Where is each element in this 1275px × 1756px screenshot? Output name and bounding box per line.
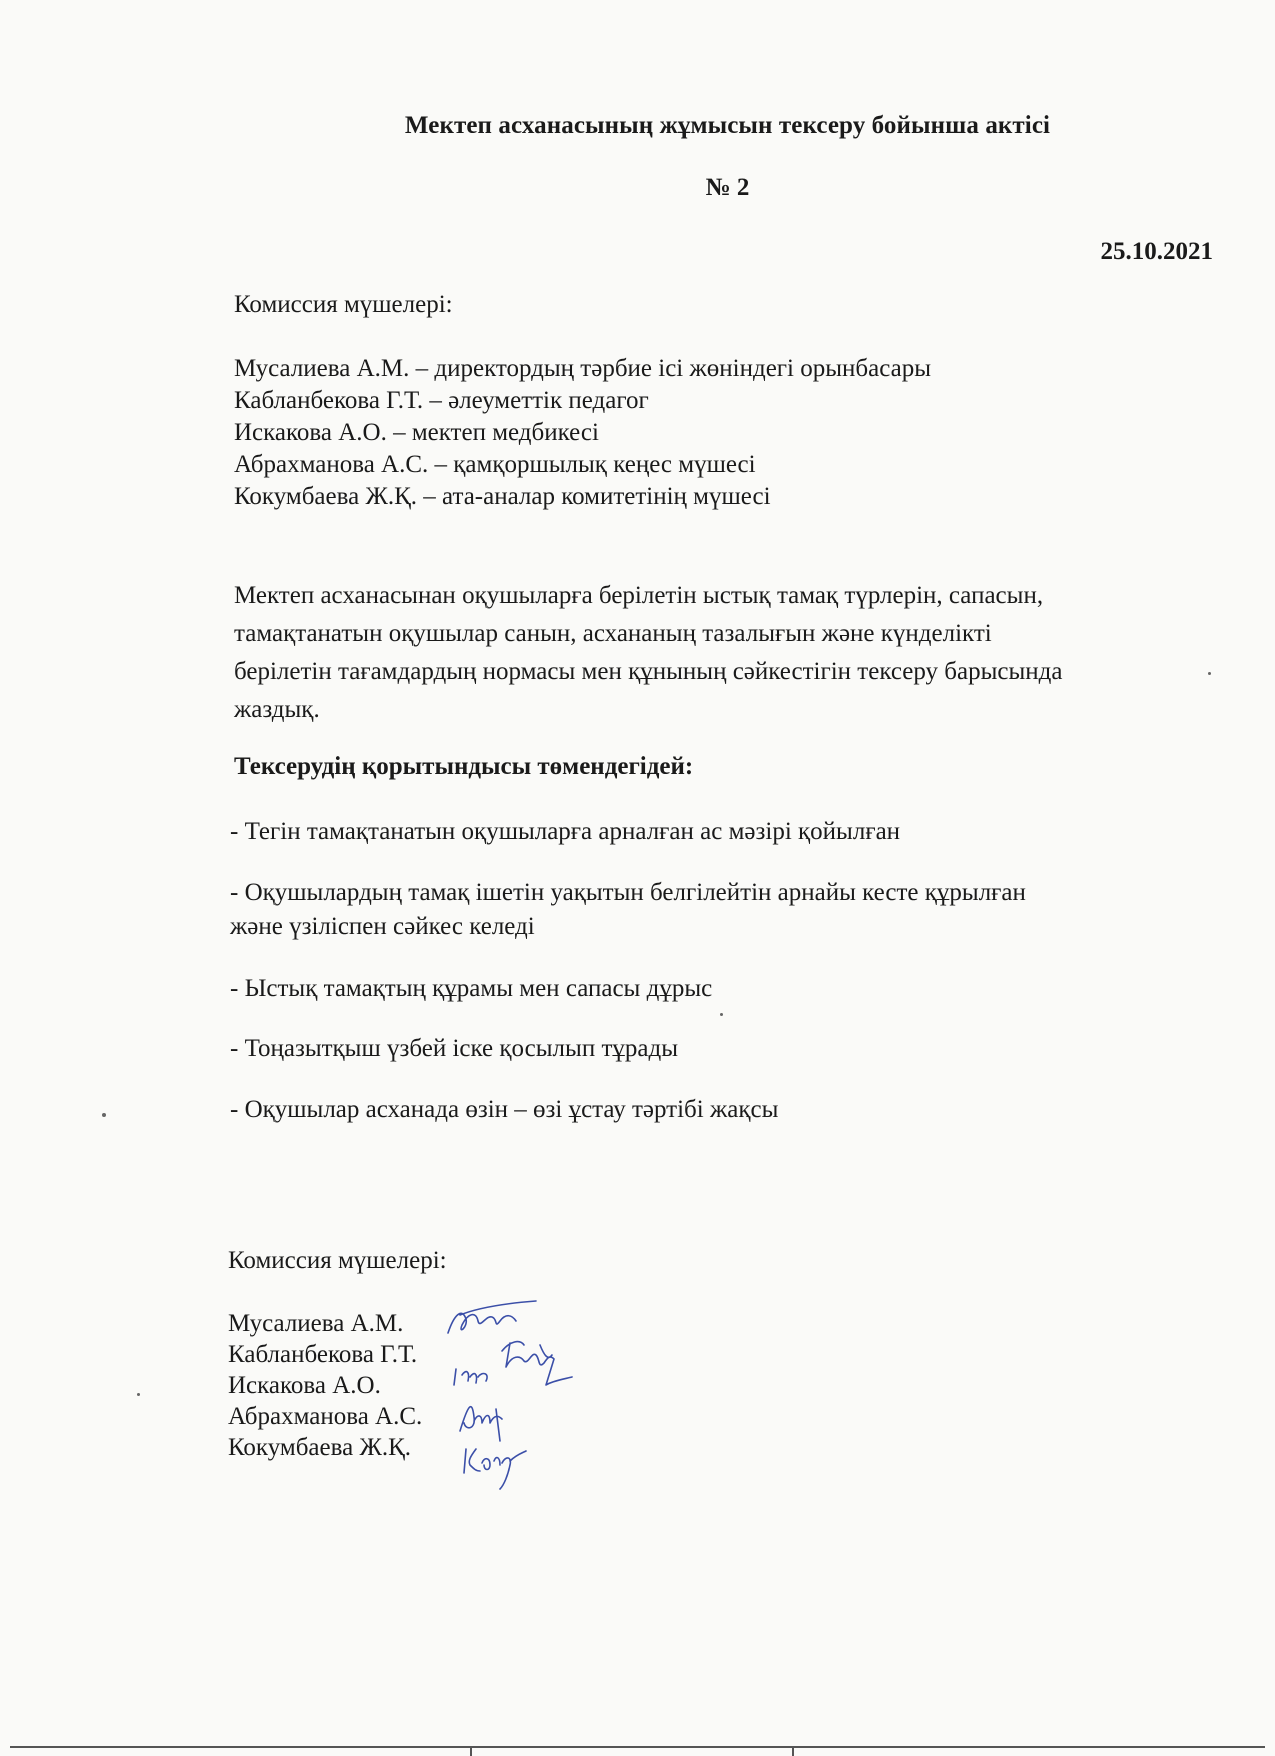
signer-name: Кабланбекова Г.Т. <box>228 1341 418 1368</box>
signature-2 <box>502 1342 572 1385</box>
intro-line: берілетін тағамдардың нормасы мен құнының сәйкестігін тексеру барысында <box>234 658 1063 685</box>
commission-members-list <box>234 353 931 513</box>
signer-name: Искакова А.О. <box>228 1372 381 1399</box>
finding-item: және үзіліспен сәйкес келеді <box>230 913 535 940</box>
signature-4 <box>460 1407 502 1441</box>
finding-item: - Тегін тамақтанатын оқушыларға арналған ас мәзірі қойылған <box>230 818 901 845</box>
signer-name: Абрахманова А.С. <box>228 1403 423 1430</box>
scan-speck <box>102 1113 106 1117</box>
intro-line: тамақтанатын оқушылар санын, асхананың тазалығын және күнделікті <box>234 620 992 647</box>
signers-list <box>228 1308 422 1463</box>
signer-name: Мусалиева А.М. <box>228 1310 404 1337</box>
member-line: Кокумбаева Ж.Қ. – ата-аналар комитетінің мүшесі <box>234 483 771 510</box>
signature-5 <box>464 1449 526 1489</box>
scan-edge-tick <box>792 1746 794 1756</box>
scan-speck <box>1208 672 1211 675</box>
member-line: Кабланбекова Г.Т. – әлеуметтік педагог <box>234 387 649 414</box>
finding-item: - Тоңазытқыш үзбей іске қосылып тұрады <box>230 1035 678 1062</box>
member-line: Мусалиева А.М. – директордың тәрбие ісі жөніндегі орынбасары <box>234 355 932 382</box>
handwritten-signatures <box>440 1285 620 1495</box>
signer-name: Кокумбаева Ж.Қ. <box>228 1434 412 1461</box>
signature-1 <box>448 1301 536 1333</box>
intro-paragraph <box>234 577 1219 729</box>
signature-3 <box>454 1369 487 1385</box>
document-title: Мектеп асханасының жұмысын тексеру бойынша актісі <box>404 112 1051 139</box>
document-number: № 2 <box>705 174 750 201</box>
results-heading: Тексерудің қорытындысы төмендегідей: <box>234 753 694 780</box>
signatures-heading: Комиссия мүшелері: <box>228 1247 447 1274</box>
intro-line: Мектеп асханасынан оқушыларға берілетін ыстық тамақ түрлерін, сапасын, <box>234 582 1044 609</box>
finding-item: - Оқушылар асханада өзін – өзі ұстау тәртібі жақсы <box>230 1096 779 1123</box>
finding-item: - Оқушылардың тамақ ішетін уақытын белгілейтін арнайы кесте құрылған <box>230 879 1026 906</box>
scan-edge-tick <box>470 1746 472 1756</box>
scan-edge-line <box>10 1746 1265 1748</box>
commission-heading: Комиссия мүшелері: <box>234 291 453 318</box>
scan-speck <box>137 1393 140 1396</box>
finding-item: - Ыстық тамақтың құрамы мен сапасы дұрыс <box>230 975 713 1002</box>
member-line: Искакова А.О. – мектеп медбикесі <box>234 419 599 446</box>
intro-line: жаздық. <box>234 696 320 723</box>
member-line: Абрахманова А.С. – қамқоршылық кеңес мүшесі <box>234 451 756 478</box>
document-date: 25.10.2021 <box>1100 238 1213 265</box>
scan-speck <box>720 1013 723 1016</box>
